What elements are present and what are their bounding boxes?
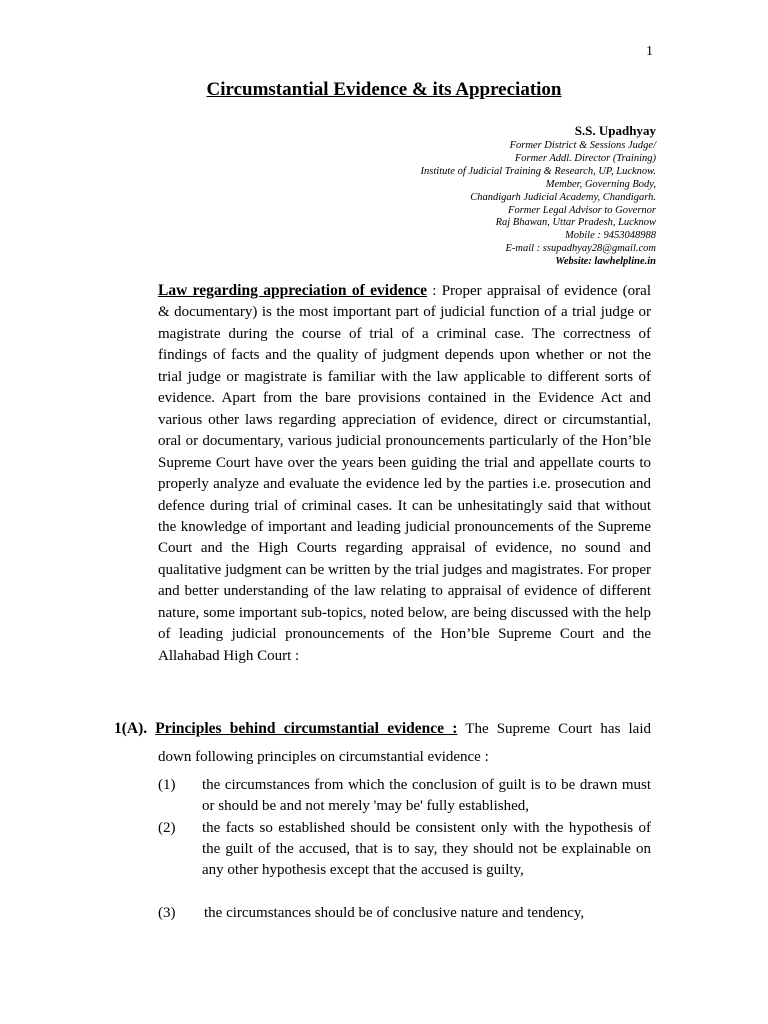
section-text-line-1: The Supreme Court has laid bbox=[465, 721, 652, 737]
author-mobile: Mobile : 9453048988 bbox=[565, 230, 656, 242]
intro-paragraph bbox=[158, 280, 651, 667]
principle-text: the circumstances should be of conclusive nature and tendency, bbox=[204, 905, 585, 921]
intro-heading: Law regarding appreciation of evidence bbox=[158, 282, 427, 299]
section-text-line-2: down following principles on circumstantial evidence : bbox=[158, 749, 489, 765]
principle-number: (1) bbox=[158, 777, 176, 793]
intro-text: Proper appraisal of evidence (oral & documentary) is the most important part of judicial function of a trial judge or magistrate during the course of trial of a criminal case. The correctness of findings of facts and the quality of judgment depends upon whether or not the trial judge or magistrate is familiar with the law applicable to different sorts of evidence. Apart from the bare provisions contained in the Evidence Act and various other laws regarding appreciation of evidence, direct or circumstantial, oral or documentary, various judicial pronouncements particularly of the Hon’ble Supreme Court have over the years been guiding the trial and appellate courts to properly analyze and evaluate the evidence led by the parties i.e. prosecution and defence during trial of criminal cases. It can be unhesitatingly said that without the knowledge of important and leading judicial pronouncements of the Supreme Court and the High Courts regarding appraisal of evidence, no sound and qualitative judgment can be written by the trial judges and magistrates. For proper and better understanding of the law relating to appraisal of evidence of different nature, some important sub-topics, noted below, are being discussed with the help of leading judicial pronouncements of the Hon’ble Supreme Court and the Allahabad High Court : bbox=[158, 283, 651, 664]
author-website: Website: lawhelpline.in bbox=[555, 256, 656, 268]
section-1a-heading-line bbox=[114, 718, 651, 740]
principle-number: (3) bbox=[158, 905, 176, 921]
author-line-7: Raj Bhawan, Uttar Pradesh, Lucknow bbox=[495, 217, 656, 229]
author-line-3: Institute of Judicial Training & Research, UP, Lucknow. bbox=[420, 165, 656, 177]
principle-item-3 bbox=[158, 903, 651, 925]
author-line-2: Former Addl. Director (Training) bbox=[514, 152, 656, 164]
section-number: 1(A). bbox=[114, 720, 148, 737]
principle-item-2 bbox=[158, 818, 651, 903]
intro-separator: : bbox=[426, 283, 442, 299]
principle-text: the facts so established should be consistent only with the hypothesis of the guilt of the accused, that is to say, they should not be explainable on any other hypothesis except that the accused is guilty, bbox=[202, 820, 651, 879]
author-line-1: Former District & Sessions Judge/ bbox=[509, 140, 656, 151]
author-block bbox=[421, 122, 656, 269]
section-heading: Principles behind circumstantial evidence : bbox=[155, 720, 458, 737]
author-email: E-mail : ssupadhyay28@gmail.com bbox=[505, 243, 656, 255]
principle-text: the circumstances from which the conclusion of guilt is to be drawn must or should be and not merely 'may be' fully established, bbox=[202, 777, 651, 815]
author-line-4: Member, Governing Body, bbox=[545, 178, 656, 190]
author-name: S.S. Upadhyay bbox=[574, 123, 656, 138]
author-line-6: Former Legal Advisor to Governor bbox=[508, 204, 656, 216]
author-line-5: Chandigarh Judicial Academy, Chandigarh. bbox=[470, 191, 656, 203]
document-title: Circumstantial Evidence & its Appreciation bbox=[206, 79, 562, 100]
page-number: 1 bbox=[646, 44, 653, 59]
principle-item-1 bbox=[158, 775, 651, 818]
principle-number: (2) bbox=[158, 820, 176, 836]
